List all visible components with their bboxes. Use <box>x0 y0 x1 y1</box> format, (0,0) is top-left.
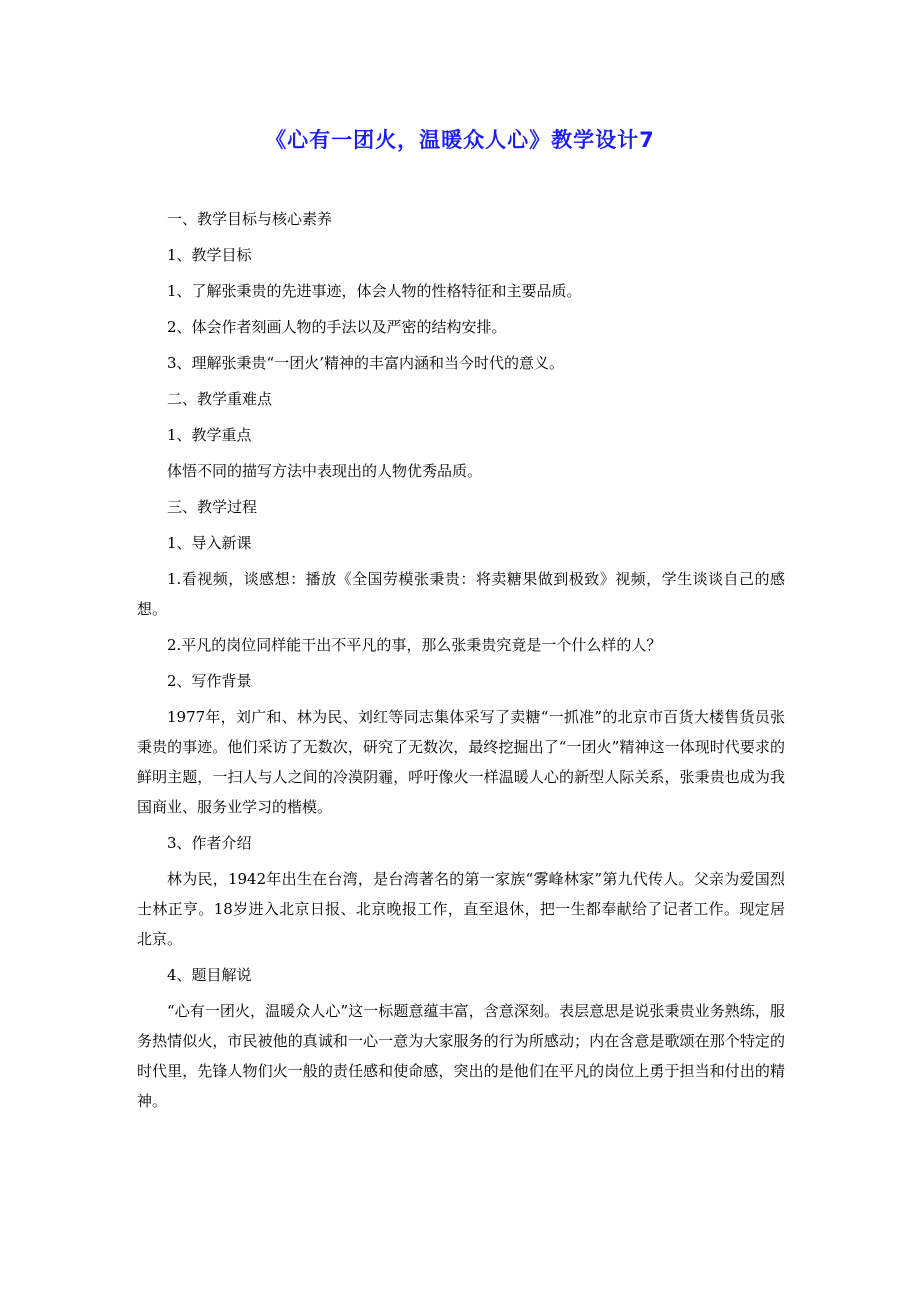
list-item: 1、了解张秉贵的先进事迹，体会人物的性格特征和主要品质。 <box>167 282 582 300</box>
list-item: 2、体会作者刻画人物的手法以及严密的结构安排。 <box>167 318 507 336</box>
document-title: 《心有一团火，温暖众人心》教学设计7 <box>265 128 655 152</box>
section-heading: 三、教学过程 <box>167 498 258 516</box>
paragraph: 2.平凡的岗位同样能干出不平凡的事，那么张秉贵究竟是一个什么样的人？ <box>167 636 662 654</box>
document-body <box>137 204 785 1122</box>
paragraph: 林为民，1942年出生在台湾，是台湾著名的第一家族“雾峰林家”第九代传人。父亲为爱国烈士林正亨。18岁进入北京日报、北京晚报工作，直至退休，把一生都奉献给了记者工作。现定居北京。 <box>137 870 785 948</box>
section-heading: 二、教学重难点 <box>167 390 273 408</box>
paragraph: 1.看视频，谈感想：播放《全国劳模张秉贵：将卖糖果做到极致》视频，学生谈谈自己的感想。 <box>137 570 785 618</box>
section-heading: 一、教学目标与核心素养 <box>167 210 333 228</box>
paragraph: 1977年，刘广和、林为民、刘红等同志集体采写了卖糖“一抓准”的北京市百货大楼售货员张秉贵的事迹。他们采访了无数次，研究了无数次，最终挖掘出了“一团火”精神这一体现时代要求的鲜明主题，一扫人与人之间的冷漠阴霾，呼吁像火一样温暖人心的新型人际关系，张秉贵也成为我国商业、服务业学习的楷模。 <box>137 708 785 816</box>
subsection-heading: 2、写作背景 <box>167 672 252 690</box>
subsection-heading: 1、导入新课 <box>167 534 252 552</box>
subsection-heading: 4、题目解说 <box>167 966 252 984</box>
subsection-heading: 1、教学重点 <box>167 426 252 444</box>
subsection-heading: 3、作者介绍 <box>167 834 252 852</box>
subsection-heading: 1、教学目标 <box>167 246 252 264</box>
paragraph: “心有一团火，温暖众人心”这一标题意蕴丰富，含意深刻。表层意思是说张秉贵业务熟练，服务热情似火，市民被他的真诚和一心一意为大家服务的行为所感动；内在含意是歌颂在那个特定的时代里，先锋人物们火一般的责任感和使命感，突出的是他们在平凡的岗位上勇于担当和付出的精神。 <box>137 1002 785 1110</box>
list-item: 3、理解张秉贵“一团火’精神的丰富内涵和当今时代的意义。 <box>167 354 564 372</box>
paragraph: 体悟不同的描写方法中表现出的人物优秀品质。 <box>167 462 483 480</box>
